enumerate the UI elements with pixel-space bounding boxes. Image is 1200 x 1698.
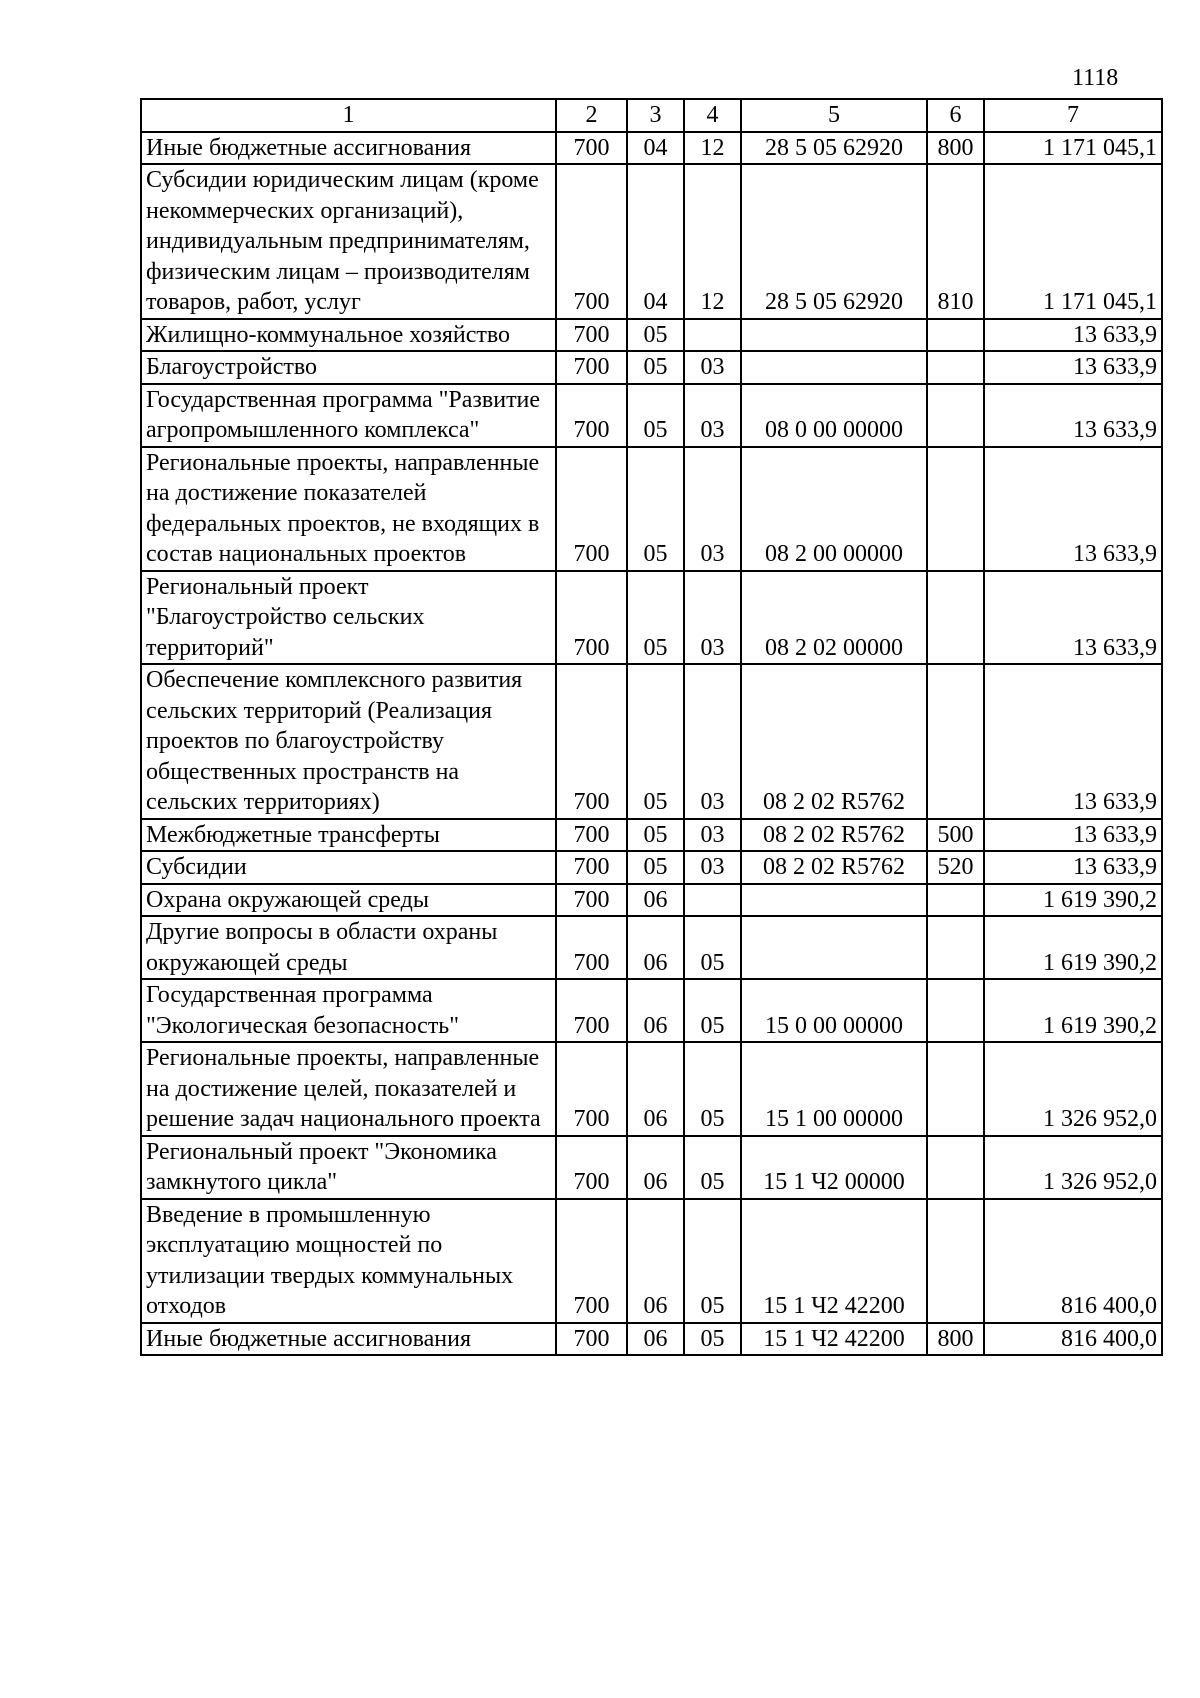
table-row (141, 916, 1162, 979)
ministry-code: 700 (556, 164, 627, 319)
ministry-code: 700 (556, 1042, 627, 1136)
amount: 13 633,9 (984, 384, 1162, 447)
subsection-code: 05 (684, 979, 741, 1042)
subsection-code (684, 884, 741, 917)
ministry-code: 700 (556, 979, 627, 1042)
ministry-code: 700 (556, 571, 627, 665)
section-code: 04 (627, 132, 684, 165)
expense-type-code (927, 1136, 984, 1199)
ministry-code: 700 (556, 351, 627, 384)
amount: 1 171 045,1 (984, 164, 1162, 319)
subsection-code: 05 (684, 1042, 741, 1136)
expense-type-code (927, 447, 984, 571)
table-row (141, 351, 1162, 384)
subsection-code: 05 (684, 1136, 741, 1199)
item-name: Жилищно-коммунальное хозяйство (141, 319, 556, 352)
amount: 1 619 390,2 (984, 884, 1162, 917)
expense-type-code (927, 884, 984, 917)
amount: 1 171 045,1 (984, 132, 1162, 165)
table-row (141, 1199, 1162, 1323)
target-article-code: 15 1 Ч2 42200 (741, 1199, 927, 1323)
amount: 13 633,9 (984, 447, 1162, 571)
expense-type-code (927, 384, 984, 447)
header-cell: 1 (141, 99, 556, 132)
header-cell: 5 (741, 99, 927, 132)
section-code: 05 (627, 819, 684, 852)
header-cell: 3 (627, 99, 684, 132)
target-article-code (741, 884, 927, 917)
table-row (141, 979, 1162, 1042)
item-name: Межбюджетные трансферты (141, 819, 556, 852)
ministry-code: 700 (556, 1136, 627, 1199)
section-code: 05 (627, 851, 684, 884)
subsection-code: 03 (684, 384, 741, 447)
expense-type-code: 500 (927, 819, 984, 852)
ministry-code: 700 (556, 851, 627, 884)
item-name: Государственная программа "Экологическая безопасность" (141, 979, 556, 1042)
item-name: Введение в промышленную эксплуатацию мощностей по утилизации твердых коммунальных отходов (141, 1199, 556, 1323)
ministry-code: 700 (556, 819, 627, 852)
expense-type-code: 810 (927, 164, 984, 319)
section-code: 06 (627, 1199, 684, 1323)
subsection-code: 03 (684, 819, 741, 852)
section-code: 06 (627, 979, 684, 1042)
item-name: Государственная программа "Развитие агропромышленного комплекса" (141, 384, 556, 447)
expense-type-code (927, 979, 984, 1042)
section-code: 05 (627, 384, 684, 447)
section-code: 05 (627, 447, 684, 571)
section-code: 06 (627, 1136, 684, 1199)
header-cell: 2 (556, 99, 627, 132)
subsection-code (684, 319, 741, 352)
section-code: 05 (627, 571, 684, 665)
ministry-code: 700 (556, 664, 627, 819)
subsection-code: 03 (684, 351, 741, 384)
item-name: Региональные проекты, направленные на достижение показателей федеральных проектов, не входящих в состав национальных проектов (141, 447, 556, 571)
table-row (141, 851, 1162, 884)
item-name: Иные бюджетные ассигнования (141, 1323, 556, 1356)
amount: 1 619 390,2 (984, 979, 1162, 1042)
amount: 13 633,9 (984, 351, 1162, 384)
header-cell: 7 (984, 99, 1162, 132)
section-code: 05 (627, 319, 684, 352)
amount: 1 326 952,0 (984, 1042, 1162, 1136)
amount: 1 326 952,0 (984, 1136, 1162, 1199)
ministry-code: 700 (556, 916, 627, 979)
amount: 13 633,9 (984, 571, 1162, 665)
target-article-code: 15 1 00 00000 (741, 1042, 927, 1136)
amount: 1 619 390,2 (984, 916, 1162, 979)
amount: 13 633,9 (984, 664, 1162, 819)
table-row (141, 319, 1162, 352)
amount: 13 633,9 (984, 851, 1162, 884)
target-article-code: 08 2 02 00000 (741, 571, 927, 665)
section-code: 06 (627, 916, 684, 979)
item-name: Субсидии (141, 851, 556, 884)
expense-type-code (927, 319, 984, 352)
section-code: 04 (627, 164, 684, 319)
expense-type-code: 800 (927, 132, 984, 165)
section-code: 06 (627, 1042, 684, 1136)
item-name: Обеспечение комплексного развития сельских территорий (Реализация проектов по благоустройству общественных пространств на сельских территориях) (141, 664, 556, 819)
subsection-code: 03 (684, 447, 741, 571)
subsection-code: 05 (684, 1323, 741, 1356)
expense-type-code (927, 664, 984, 819)
page-number: 1118 (1072, 65, 1119, 91)
table-row (141, 664, 1162, 819)
target-article-code: 15 0 00 00000 (741, 979, 927, 1042)
target-article-code: 15 1 Ч2 00000 (741, 1136, 927, 1199)
header-cell: 6 (927, 99, 984, 132)
ministry-code: 700 (556, 132, 627, 165)
item-name: Региональный проект "Благоустройство сельских территорий" (141, 571, 556, 665)
table-row (141, 1042, 1162, 1136)
subsection-code: 03 (684, 571, 741, 665)
subsection-code: 12 (684, 132, 741, 165)
section-code: 05 (627, 664, 684, 819)
section-code: 05 (627, 351, 684, 384)
table-row (141, 132, 1162, 165)
section-code: 06 (627, 1323, 684, 1356)
target-article-code: 08 0 00 00000 (741, 384, 927, 447)
section-code: 06 (627, 884, 684, 917)
amount: 13 633,9 (984, 319, 1162, 352)
header-row (141, 99, 1162, 132)
ministry-code: 700 (556, 1323, 627, 1356)
expense-type-code: 800 (927, 1323, 984, 1356)
item-name: Региональные проекты, направленные на достижение целей, показателей и решение задач национального проекта (141, 1042, 556, 1136)
table-row (141, 1136, 1162, 1199)
budget-table (140, 98, 1163, 1356)
ministry-code: 700 (556, 384, 627, 447)
subsection-code: 05 (684, 1199, 741, 1323)
subsection-code: 12 (684, 164, 741, 319)
target-article-code: 28 5 05 62920 (741, 164, 927, 319)
target-article-code: 15 1 Ч2 42200 (741, 1323, 927, 1356)
ministry-code: 700 (556, 319, 627, 352)
amount: 816 400,0 (984, 1323, 1162, 1356)
expense-type-code (927, 351, 984, 384)
subsection-code: 05 (684, 916, 741, 979)
table-row (141, 164, 1162, 319)
amount: 13 633,9 (984, 819, 1162, 852)
ministry-code: 700 (556, 447, 627, 571)
target-article-code (741, 916, 927, 979)
table-row (141, 384, 1162, 447)
expense-type-code (927, 916, 984, 979)
subsection-code: 03 (684, 664, 741, 819)
expense-type-code (927, 1199, 984, 1323)
target-article-code: 08 2 02 R5762 (741, 664, 927, 819)
expense-type-code (927, 1042, 984, 1136)
target-article-code: 28 5 05 62920 (741, 132, 927, 165)
item-name: Региональный проект "Экономика замкнутого цикла" (141, 1136, 556, 1199)
amount: 816 400,0 (984, 1199, 1162, 1323)
subsection-code: 03 (684, 851, 741, 884)
target-article-code: 08 2 00 00000 (741, 447, 927, 571)
item-name: Субсидии юридическим лицам (кроме некоммерческих организаций), индивидуальным предпринимателям, физическим лицам – производителям товаров, работ, услуг (141, 164, 556, 319)
header-cell: 4 (684, 99, 741, 132)
table-row (141, 819, 1162, 852)
item-name: Благоустройство (141, 351, 556, 384)
item-name: Иные бюджетные ассигнования (141, 132, 556, 165)
table-row (141, 571, 1162, 665)
target-article-code (741, 319, 927, 352)
table-row (141, 884, 1162, 917)
target-article-code (741, 351, 927, 384)
target-article-code: 08 2 02 R5762 (741, 851, 927, 884)
ministry-code: 700 (556, 1199, 627, 1323)
item-name: Охрана окружающей среды (141, 884, 556, 917)
table-row (141, 447, 1162, 571)
expense-type-code (927, 571, 984, 665)
expense-type-code: 520 (927, 851, 984, 884)
item-name: Другие вопросы в области охраны окружающей среды (141, 916, 556, 979)
table-row (141, 1323, 1162, 1356)
ministry-code: 700 (556, 884, 627, 917)
target-article-code: 08 2 02 R5762 (741, 819, 927, 852)
